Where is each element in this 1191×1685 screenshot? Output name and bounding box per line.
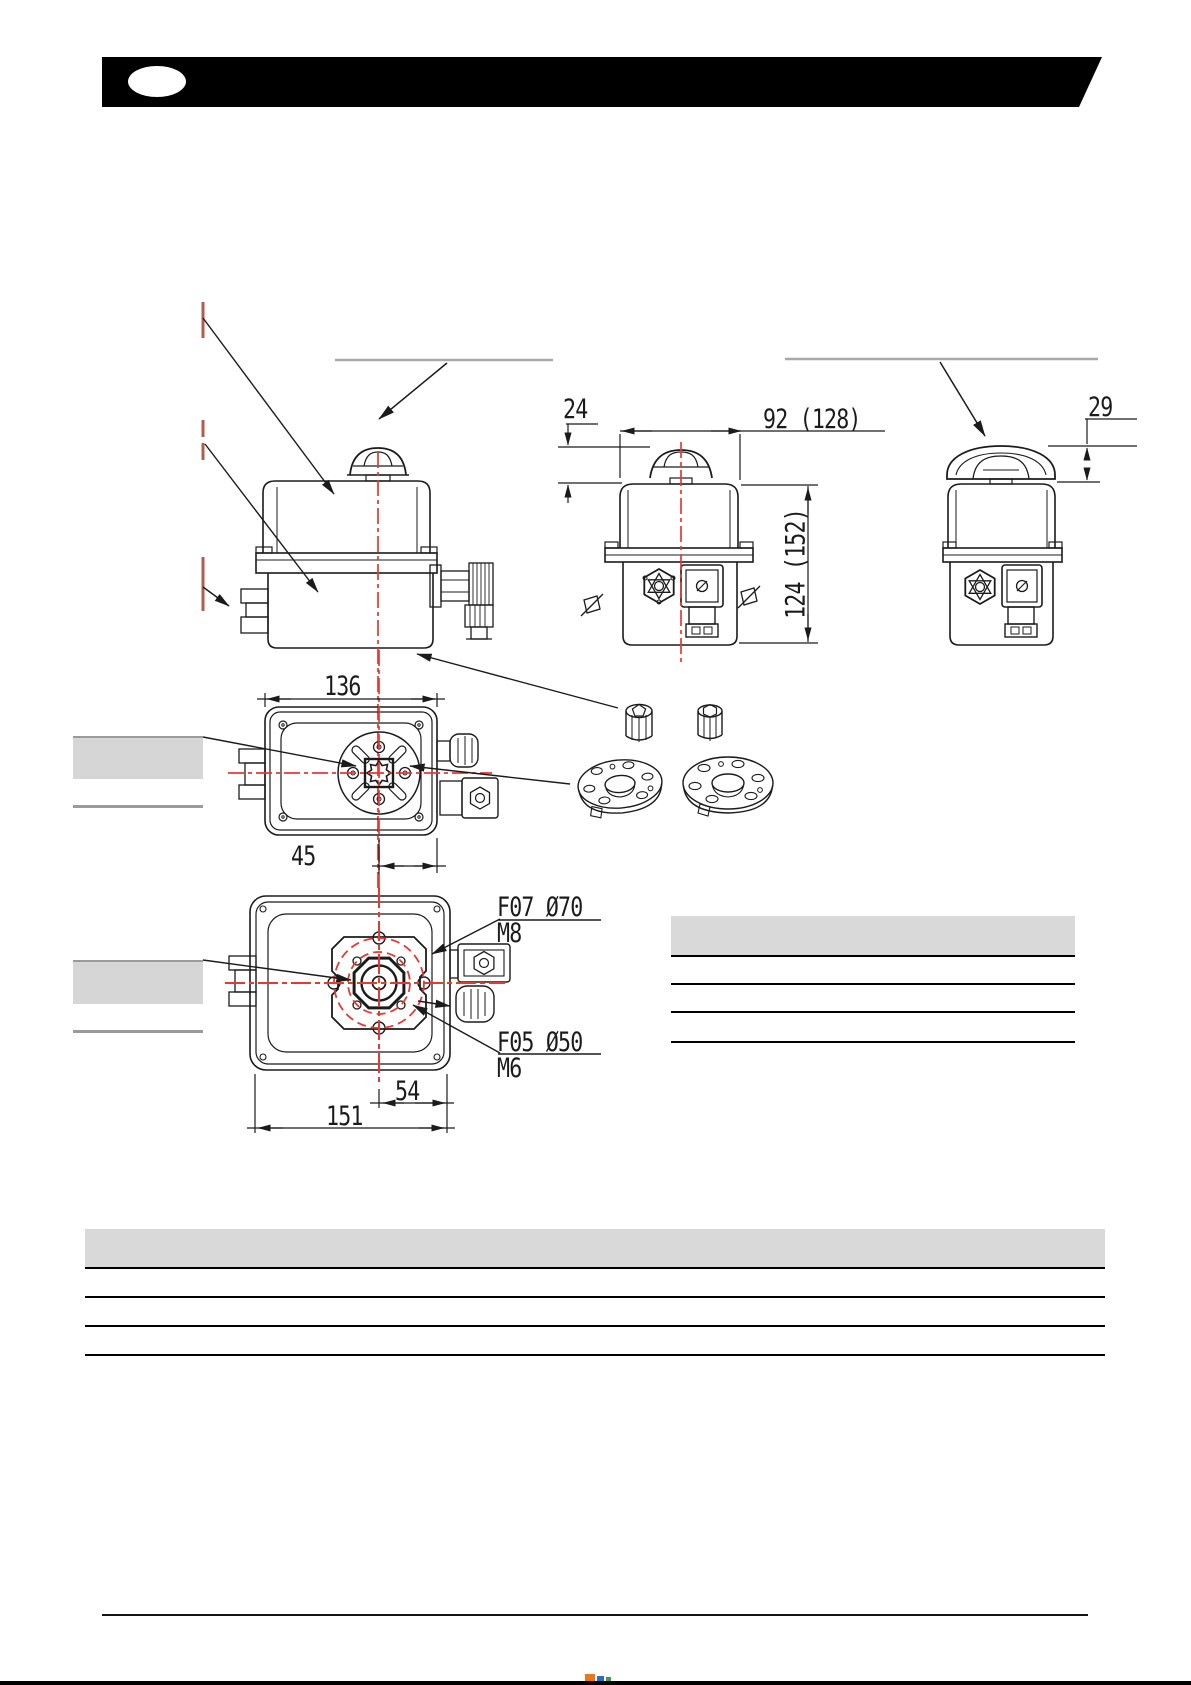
dim-label-92-128: 92 (128) (763, 404, 861, 435)
footer-rule (102, 1614, 1088, 1616)
dim-label-45: 45 (291, 841, 316, 872)
dim-label-151: 151 (326, 1101, 363, 1132)
dim-label-136: 136 (324, 671, 361, 702)
dim-label-29: 29 (1088, 392, 1113, 423)
side-view-drawing (581, 450, 760, 645)
gray-leader-lines (335, 359, 1098, 360)
footer-logo-mark-orange (585, 1674, 595, 1681)
star-couplings (626, 705, 722, 743)
pointer-arrows (379, 362, 985, 436)
callout-line-2 (73, 1030, 203, 1033)
table-row (671, 985, 1075, 1013)
dim-label-24: 24 (563, 394, 588, 425)
table-header (85, 1229, 1105, 1269)
dim-label-m8: M8 (497, 918, 522, 949)
specs-table (85, 1229, 1105, 1356)
dim-label-m6: M6 (497, 1053, 522, 1084)
table-row (671, 1013, 1075, 1043)
table-row (85, 1298, 1105, 1327)
front-view-drawing (241, 448, 493, 648)
table-row (671, 957, 1075, 985)
side-view-dimensions (558, 424, 885, 643)
table-header (671, 916, 1075, 957)
page-bottom-rule (0, 1681, 1191, 1685)
callout-box-flange (73, 960, 203, 1004)
flange-adapters (576, 756, 773, 819)
table-row (85, 1327, 1105, 1356)
handwheel-view-drawing (943, 446, 1062, 645)
flange-options-table (671, 916, 1075, 1043)
dim-label-54: 54 (395, 1076, 420, 1107)
dim-label-f07: F07 Ø70 (497, 892, 583, 923)
base-view-dimensions (257, 693, 446, 874)
callout-box-coupling (73, 736, 203, 779)
dim-label-f05: F05 Ø50 (497, 1027, 583, 1058)
callout-line-1 (73, 805, 203, 808)
table-row (85, 1269, 1105, 1298)
callout-leaders (203, 318, 334, 606)
handwheel-view-dimensions (1048, 419, 1137, 482)
dim-label-124-152: 124 (152) (780, 509, 812, 619)
